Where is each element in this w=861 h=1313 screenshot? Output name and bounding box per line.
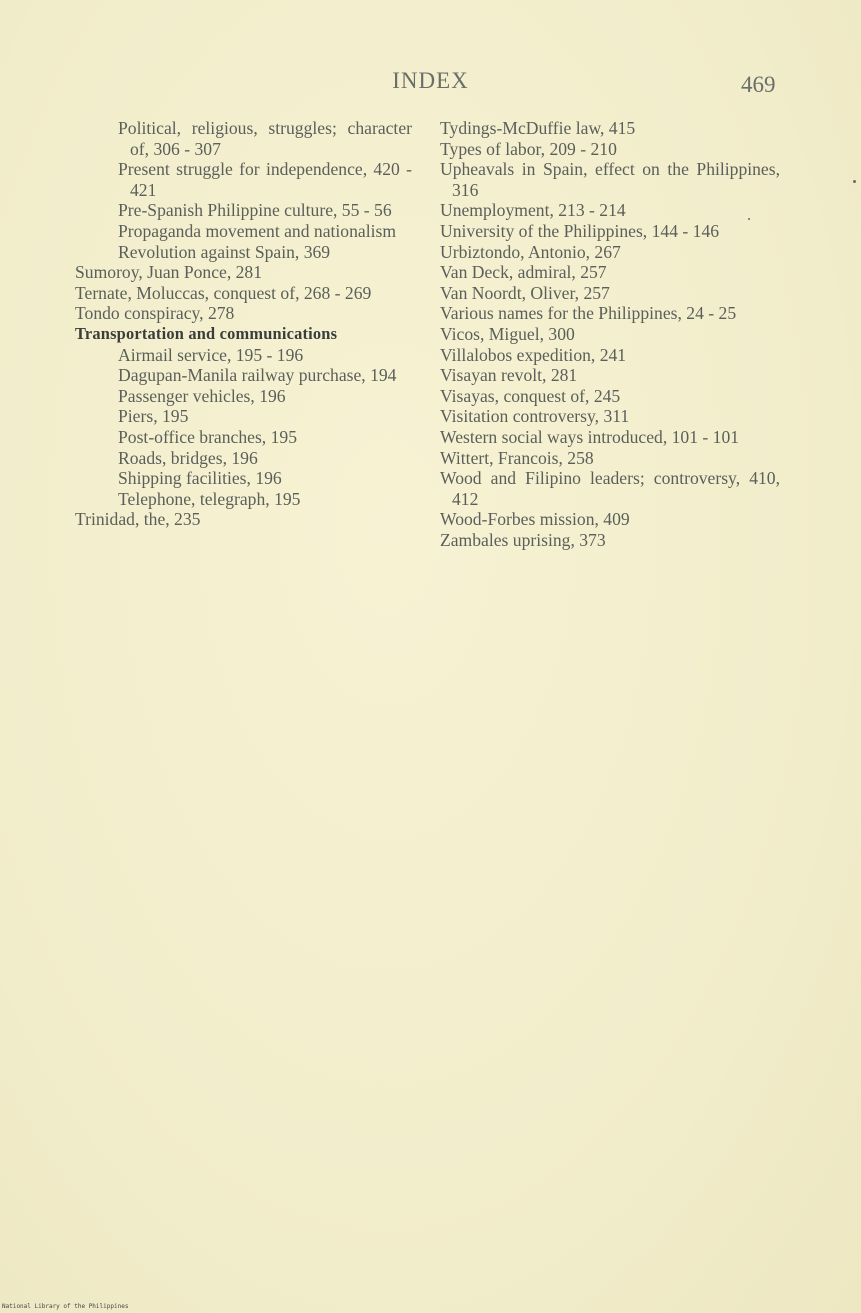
page-number: 469 xyxy=(741,72,776,97)
index-entry: Unemployment, 213 - 214 xyxy=(440,200,626,221)
index-entry: Airmail service, 195 - 196 xyxy=(118,344,304,365)
index-entry: Villalobos expedition, 241 xyxy=(440,344,627,365)
index-entry: Zambales uprising, 373 xyxy=(440,529,606,550)
index-entry: Roads, bridges, 196 xyxy=(118,447,258,468)
index-column-left xyxy=(75,118,412,530)
running-head-title: INDEX xyxy=(392,68,469,93)
index-entry: Passenger vehicles, 196 xyxy=(118,385,286,406)
index-entry: Visayan revolt, 281 xyxy=(440,365,578,386)
index-entry: Pre-Spanish Philippine culture, 55 - 56 xyxy=(118,200,392,221)
index-entry: Types of labor, 209 - 210 xyxy=(440,138,617,159)
index-entry: Shipping facilities, 196 xyxy=(118,468,282,489)
index-entry: Wittert, Francois, 258 xyxy=(440,447,594,468)
index-entry: Propaganda movement and nationalism xyxy=(118,220,397,241)
paper-speck xyxy=(853,180,856,183)
index-entry: Urbiztondo, Antonio, 267 xyxy=(440,241,621,262)
index-column-right xyxy=(440,118,780,550)
index-entry: Western social ways introduced, 101 - 101 xyxy=(440,426,740,447)
index-entry: Upheavals in Spain, effect on the Philippines, 316 xyxy=(440,159,780,200)
index-entry: Visayas, conquest of, 245 xyxy=(440,385,621,406)
index-entry: Revolution against Spain, 369 xyxy=(118,241,331,262)
index-entry: Van Deck, admiral, 257 xyxy=(440,262,607,283)
library-watermark-note: National Library of the Philippines xyxy=(2,1303,129,1310)
index-entry: Political, religious, struggles; character of, 306 - 307 xyxy=(118,118,412,159)
index-entry: Tydings-McDuffie law, 415 xyxy=(440,118,636,138)
index-entry: Present struggle for independence, 420 - 421 xyxy=(118,159,412,200)
index-entry: Piers, 195 xyxy=(118,406,189,427)
index-entry: Post-office branches, 195 xyxy=(118,426,297,447)
index-entry: Sumoroy, Juan Ponce, 281 xyxy=(75,262,263,283)
index-entry: Various names for the Philippines, 24 - 25 xyxy=(440,303,737,324)
paper-speck xyxy=(748,218,750,220)
index-entry: University of the Philippines, 144 - 146 xyxy=(440,220,720,241)
index-heading: Transportation and communications xyxy=(75,323,338,343)
index-entry: Ternate, Moluccas, conquest of, 268 - 269 xyxy=(75,282,372,303)
index-entry: Vicos, Miguel, 300 xyxy=(440,323,575,344)
index-entry: Van Noordt, Oliver, 257 xyxy=(440,282,610,303)
index-entry: Telephone, telegraph, 195 xyxy=(118,488,301,509)
index-entry: Wood and Filipino leaders; controversy, 410, 412 xyxy=(440,468,780,509)
index-entry: Dagupan-Manila railway purchase, 194 xyxy=(118,365,397,386)
index-entry: Tondo conspiracy, 278 xyxy=(75,303,235,324)
index-entry: Wood-Forbes mission, 409 xyxy=(440,509,630,530)
index-entry: Trinidad, the, 235 xyxy=(75,509,201,530)
index-entry: Visitation controversy, 311 xyxy=(440,406,630,427)
